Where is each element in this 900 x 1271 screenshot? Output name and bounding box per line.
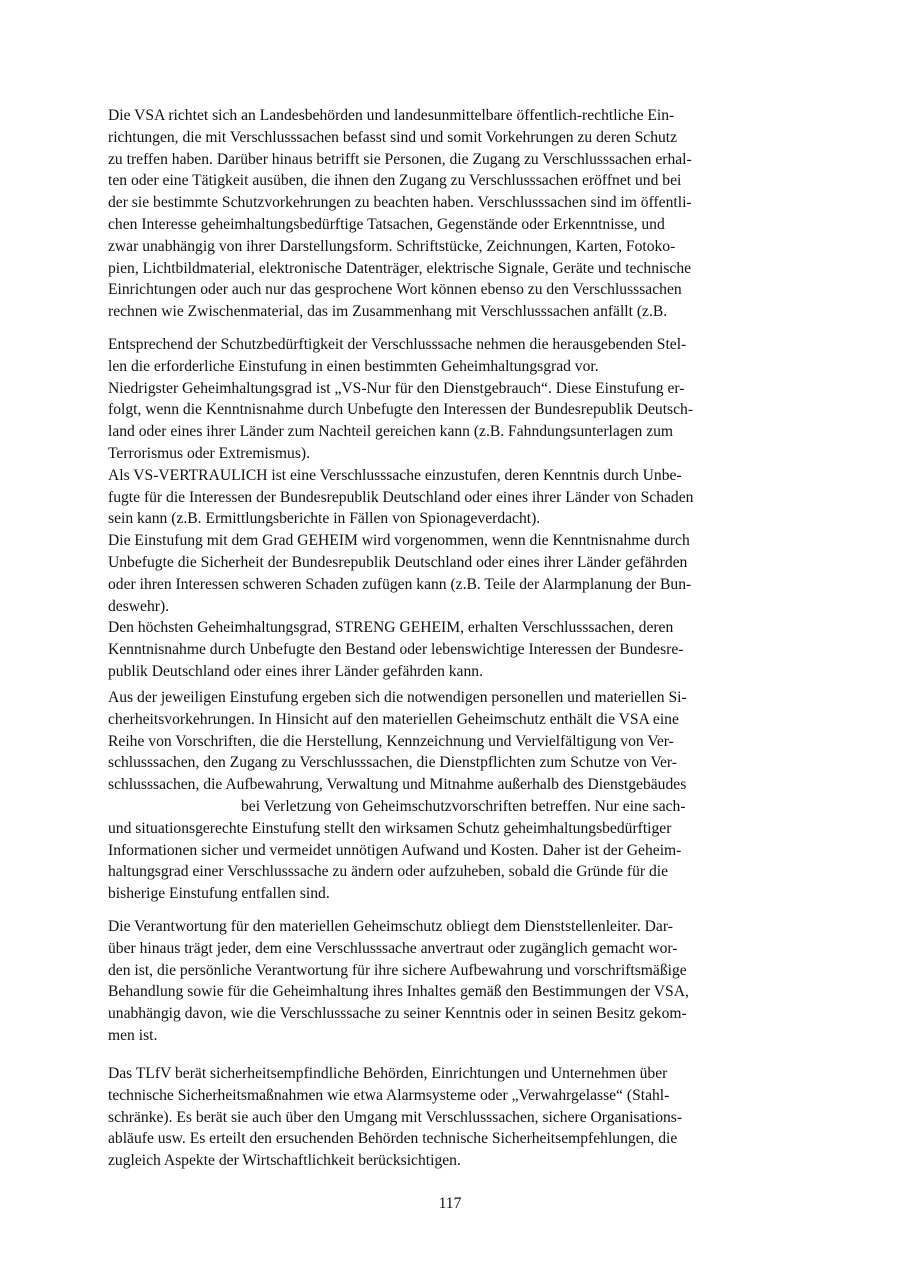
text-line: und situationsgerechte Einstufung stellt den wirksamen Schutz geheimhaltungsbedürftiger: [108, 819, 672, 837]
paragraph-vsa-scope: [108, 105, 748, 323]
text-line: len die erforderliche Einstufung in einen bestimmten Geheimhaltungsgrad vor.: [108, 357, 599, 375]
paragraph-classification-levels: [108, 334, 748, 683]
text-line: Die Verantwortung für den materiellen Geheimschutz obliegt dem Dienststellenleiter. Dar-: [108, 918, 673, 935]
text-line: men ist.: [108, 1026, 158, 1044]
text-line: Informationen sicher und vermeidet unnötigen Aufwand und Kosten. Daher ist der Geheim-: [108, 841, 682, 859]
text-line: schlusssachen, die Aufbewahrung, Verwaltung und Mitnahme außerhalb des Dienstgebäudes: [108, 776, 687, 794]
text-line: chen Interesse geheimhaltungsbedürftige Tatsachen, Gegenstände oder Erkenntnisse, und: [108, 215, 665, 233]
paragraph-security-measures: [108, 687, 748, 905]
page-number: 117: [438, 1195, 462, 1212]
text-line: abläufe usw. Es erteilt den ersuchenden Behörden technische Sicherheitsempfehlungen, die: [108, 1130, 678, 1148]
text-line: Den höchsten Geheimhaltungsgrad, STRENG GEHEIM, erhalten Verschlusssachen, deren: [108, 619, 674, 637]
text-line: fugte für die Interessen der Bundesrepublik Deutschland oder eines ihrer Länder von Schaden: [108, 488, 694, 506]
text-line: der sie bestimmte Schutzvorkehrungen zu beachten haben. Verschlusssachen sind im öffentli-: [108, 194, 692, 212]
paragraph-tlfv-advice: [108, 1063, 748, 1172]
text-line: Reihe von Vorschriften, die die Herstellung, Kennzeichnung und Vervielfältigung von Ver-: [108, 732, 674, 750]
text-line: unabhängig davon, wie die Verschlusssache zu seiner Kenntnis oder in seinen Besitz gekom-: [108, 1005, 687, 1023]
text-line: den ist, die persönliche Verantwortung für ihre sichere Aufbewahrung und vorschriftsmäßige: [108, 961, 687, 979]
text-line: Terrorismus oder Extremismus).: [108, 444, 311, 462]
text-line: Als VS-VERTRAULICH ist eine Verschlusssache einzustufen, deren Kenntnis durch Unbe-: [108, 466, 682, 484]
text-line: ten oder eine Tätigkeit ausüben, die ihnen den Zugang zu Verschlusssachen eröffnet und bei: [108, 172, 682, 190]
text-line: Unbefugte die Sicherheit der Bundesrepublik Deutschland oder eines ihrer Länder gefährden: [108, 553, 688, 571]
text-line: pien, Lichtbildmaterial, elektronische Datenträger, elektrische Signale, Geräte und technische: [108, 259, 692, 277]
text-line: sein kann (z.B. Ermittlungsberichte in Fällen von Spionageverdacht).: [108, 510, 541, 528]
paragraph-responsibility: [108, 916, 748, 1047]
text-line: bisherige Einstufung entfallen sind.: [108, 885, 330, 903]
text-line: Einrichtungen oder auch nur das gesprochene Wort können ebenso zu den Verschlusssachen: [108, 281, 682, 299]
text-line: bei Verletzung von Geheimschutzvorschriften betreffen. Nur eine sach-: [241, 797, 686, 815]
text-line: Die Einstufung mit dem Grad GEHEIM wird vorgenommen, wenn die Kenntnisnahme durch: [108, 532, 690, 550]
text-line: Aus der jeweiligen Einstufung ergeben sich die notwendigen personellen und materiellen Si-: [108, 689, 687, 706]
text-line: Niedrigster Geheimhaltungsgrad ist „VS-Nur für den Dienstgebrauch“. Diese Einstufung er-: [108, 379, 685, 397]
text-line: Kenntnisnahme durch Unbefugte den Bestand oder lebenswichtige Interessen der Bundesre-: [108, 641, 684, 659]
text-line: cherheitsvorkehrungen. In Hinsicht auf den materiellen Geheimschutz enthält die VSA eine: [108, 710, 679, 728]
text-line: Das TLfV berät sicherheitsempfindliche Behörden, Einrichtungen und Unternehmen über: [108, 1065, 668, 1082]
text-line: schränke). Es berät sie auch über den Umgang mit Verschlusssachen, sichere Organisations-: [108, 1108, 683, 1126]
text-line: schlusssachen, den Zugang zu Verschlusssachen, die Dienstpflichten zum Schutze von Ver-: [108, 754, 678, 772]
text-line: haltungsgrad einer Verschlusssache zu ändern oder aufzuheben, sobald die Gründe für die: [108, 863, 669, 881]
text-line: deswehr).: [108, 597, 170, 615]
text-line: Behandlung sowie für die Geheimhaltung ihres Inhaltes gemäß den Bestimmungen der VSA,: [108, 983, 689, 1001]
text-line: oder ihren Interessen schweren Schaden zufügen kann (z.B. Teile der Alarmplanung der Bun-: [108, 575, 692, 593]
text-line: Entsprechend der Schutzbedürftigkeit der Verschlusssache nehmen die herausgebenden Stel-: [108, 336, 687, 353]
text-line: richtungen, die mit Verschlusssachen befasst sind und somit Vorkehrungen zu deren Schutz: [108, 128, 678, 146]
text-line: zu treffen haben. Darüber hinaus betrifft sie Personen, die Zugang zu Verschlusssachen erhal-: [108, 150, 692, 168]
text-line: über hinaus trägt jeder, dem eine Verschlusssache anvertraut oder zugänglich gemacht wor-: [108, 939, 678, 957]
text-line: folgt, wenn die Kenntnisnahme durch Unbefugte den Interessen der Bundesrepublik Deutsch-: [108, 401, 694, 419]
text-line: rechnen wie Zwischenmaterial, das im Zusammenhang mit Verschlusssachen anfällt (z.B.: [108, 303, 668, 321]
text-line: zwar unabhängig von ihrer Darstellungsform. Schriftstücke, Zeichnungen, Karten, Fotoko-: [108, 237, 676, 255]
text-line: publik Deutschland oder eines ihrer Länder gefährden kann.: [108, 662, 483, 680]
text-line: land oder eines ihrer Länder zum Nachteil gereichen kann (z.B. Fahndungsunterlagen zum: [108, 423, 674, 441]
text-line: technische Sicherheitsmaßnahmen wie etwa Alarmsysteme oder „Verwahrgelasse“ (Stahl-: [108, 1086, 670, 1104]
text-line: Die VSA richtet sich an Landesbehörden und landesunmittelbare öffentlich-rechtliche Ein-: [108, 107, 675, 124]
text-line: zugleich Aspekte der Wirtschaftlichkeit berücksichtigen.: [108, 1152, 461, 1170]
